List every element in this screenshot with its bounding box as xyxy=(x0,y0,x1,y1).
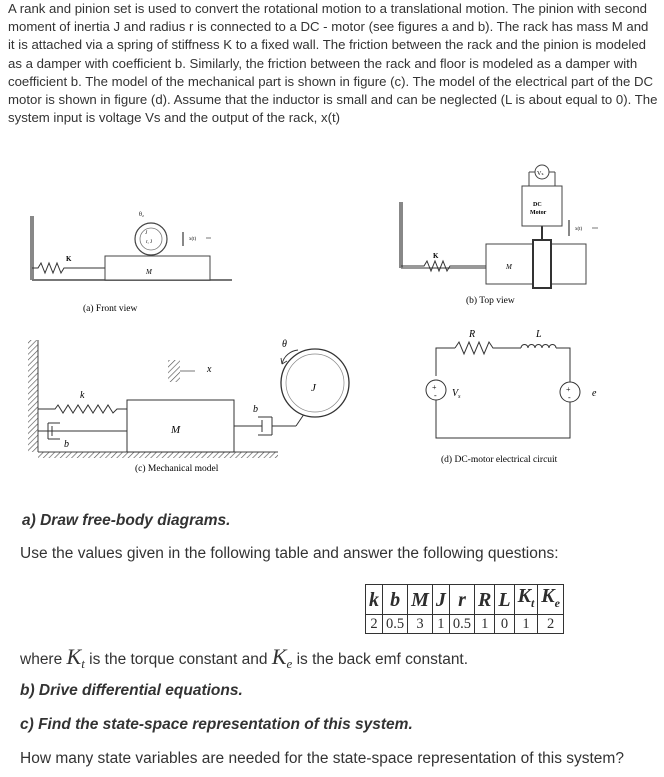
param-header: b xyxy=(383,585,408,615)
inductor-d-label: L xyxy=(536,329,542,340)
param-header: $K_e$ xyxy=(538,585,564,615)
param-value: 2 xyxy=(538,615,564,634)
spring-b-label: K xyxy=(433,252,439,260)
param-header: J xyxy=(432,585,449,615)
svg-text:J: J xyxy=(145,231,148,236)
param-header: M xyxy=(408,585,433,615)
mass-a-label: M xyxy=(146,268,152,276)
torque-a-label: θ₂ xyxy=(139,212,144,218)
floor-damper-c-label: b xyxy=(64,439,69,450)
dc-motor-b xyxy=(522,186,562,226)
resistor-d-label: R xyxy=(469,329,476,340)
figures-panel xyxy=(0,150,664,480)
svg-text:+: + xyxy=(566,385,571,394)
x-label: x xyxy=(207,364,212,375)
question-a: a) Draw free-body diagrams. xyxy=(22,512,231,529)
where-line: where $K_t$ is the torque constant and $K_e$ is the back emf constant. xyxy=(20,644,469,672)
motor-label-1: DC xyxy=(533,202,542,208)
figure-b-top-view xyxy=(401,165,598,306)
rack-a xyxy=(105,256,210,280)
question-c: c) Find the state-space representation of this system. xyxy=(20,716,413,733)
spring-c-label: k xyxy=(80,390,85,401)
figure-a-front-view xyxy=(32,212,232,314)
problem-statement: A rank and pinion set is used to convert the rotational motion to a translational motion. The pinion with second moment of inertia J and radius r is connected to a DC - motor (see figures a and b). The rack has mass M and it is attached via a spring of stiffness K to a fixed wall. The friction between the rack and the pinion is modeled as a damper with coefficient b. Similarly, the friction between the rack and floor is modeled as a damper with coefficient b. The model of the mechanical part is shown in figure (c). The model of the electrical part of the DC motor is shown in figure (d). Assume that the inductor is small and can be neglected (L is about equal to 0). The system input is voltage Vs and the output of the rack, x(t) xyxy=(8,1,658,126)
inductor-d xyxy=(521,345,556,349)
pinion-b xyxy=(533,240,551,288)
source-b-label: Vₛ xyxy=(537,171,544,177)
ceiling-c xyxy=(168,360,180,382)
param-value: 3 xyxy=(408,615,433,634)
svg-text:-: - xyxy=(434,391,437,400)
caption-a: (a) Front view xyxy=(83,304,138,314)
param-value: 1 xyxy=(475,615,495,634)
figure-c-mechanical-model xyxy=(28,339,349,474)
caption-b: (b) Top view xyxy=(466,296,515,306)
floor-damper-c xyxy=(38,423,127,439)
motor-label-2: Motor xyxy=(530,210,547,216)
svg-text:r, J: r, J xyxy=(146,240,152,245)
param-header: L xyxy=(495,585,514,615)
source-d-label: $V_s$ xyxy=(452,388,461,400)
parameters-value-row xyxy=(366,615,564,634)
spring-a xyxy=(32,263,105,273)
spring-c xyxy=(38,405,127,413)
param-header: R xyxy=(475,585,495,615)
svg-text:+: + xyxy=(432,383,437,392)
svg-text:-: - xyxy=(568,393,571,402)
output-b-label: x(t) xyxy=(575,227,583,232)
parameters-table xyxy=(365,584,564,634)
pinion-damper-c-label: b xyxy=(253,404,258,415)
caption-d: (d) DC-motor electrical circuit xyxy=(441,455,558,465)
param-value: 2 xyxy=(366,615,383,634)
mass-c xyxy=(127,400,234,452)
param-value: 1 xyxy=(514,615,538,634)
floor-c xyxy=(38,452,278,458)
param-header: k xyxy=(366,585,383,615)
caption-c: (c) Mechanical model xyxy=(135,464,219,474)
mass-b-label: M xyxy=(506,263,512,271)
spring-b xyxy=(401,261,486,271)
param-header: $K_t$ xyxy=(514,585,538,615)
backemf-d-label: e xyxy=(592,388,597,399)
param-value: 1 xyxy=(432,615,449,634)
resistor-d xyxy=(455,342,521,354)
parameters-header-row xyxy=(366,585,564,615)
param-value: 0 xyxy=(495,615,514,634)
spring-a-label: K xyxy=(66,255,72,263)
question-b: b) Drive differential equations. xyxy=(20,682,243,699)
theta-label: θ xyxy=(282,339,287,350)
wall-c xyxy=(28,340,38,452)
mass-c-label: M xyxy=(171,424,181,436)
param-value: 0.5 xyxy=(383,615,408,634)
figure-d-electrical-circuit xyxy=(426,329,597,465)
param-value: 0.5 xyxy=(449,615,474,634)
use-values-line: Use the values given in the following table and answer the following questions: xyxy=(20,545,559,562)
question-state-variables: How many state variables are needed for the state-space representation of this system? xyxy=(20,750,624,767)
output-a-label: x(t) xyxy=(189,237,197,242)
param-header: r xyxy=(449,585,474,615)
inertia-c-label: J xyxy=(311,382,316,394)
